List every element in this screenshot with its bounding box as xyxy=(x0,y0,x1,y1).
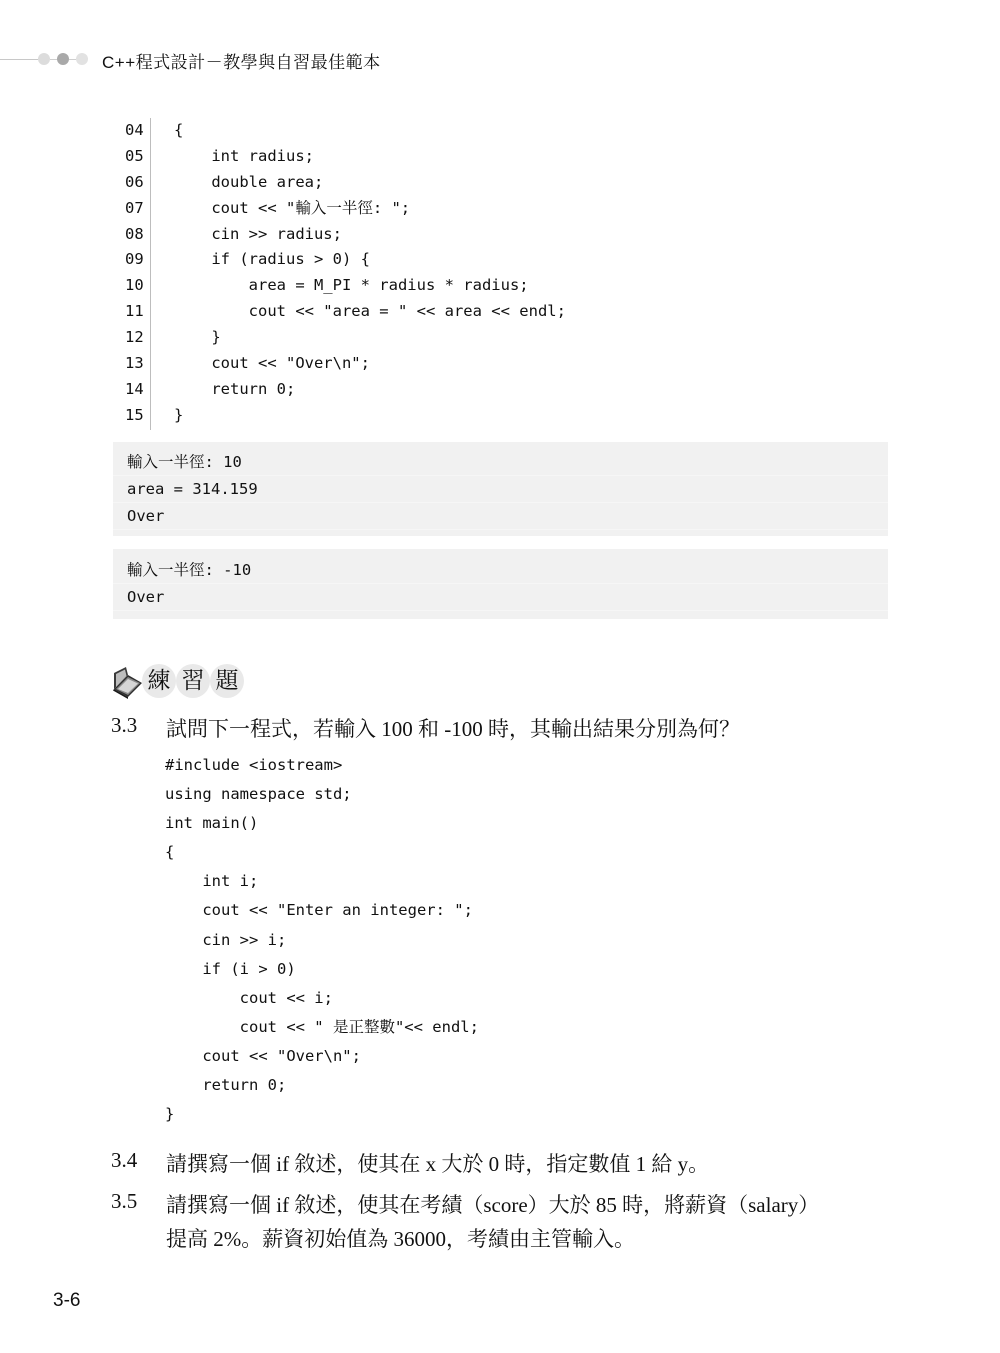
question-number: 3.5 xyxy=(111,1189,138,1213)
line-number: 04 xyxy=(125,121,144,139)
code-text: } xyxy=(174,405,184,424)
header-dot-connector xyxy=(69,59,76,60)
line-number: 12 xyxy=(125,328,144,347)
code-text: } xyxy=(174,328,221,347)
code-text: { xyxy=(174,121,184,139)
code-text: cout << "area = " << area << endl; xyxy=(174,302,566,321)
code-text: cin >> radius; xyxy=(174,224,342,243)
line-number: 06 xyxy=(125,172,144,191)
code-text: area = M_PI * radius * radius; xyxy=(174,276,529,295)
code-text: double area; xyxy=(174,172,324,191)
program-line: { xyxy=(165,843,175,862)
running-header xyxy=(0,44,1000,76)
line-number: 13 xyxy=(125,354,144,373)
laptop-icon xyxy=(110,665,146,699)
book-title: C++程式設計－教學與自習最佳範本 xyxy=(102,53,381,72)
code-text: if (radius > 0) { xyxy=(174,250,370,269)
code-text: return 0; xyxy=(174,379,296,398)
exercise-heading-char: 習 xyxy=(176,664,210,698)
exercise-heading-char: 題 xyxy=(210,664,244,698)
program-line: cout << i; xyxy=(165,988,333,1007)
header-rule xyxy=(0,59,38,60)
header-dot-icon xyxy=(76,53,88,65)
output-line: Over xyxy=(113,584,888,611)
program-line: int main() xyxy=(165,814,259,833)
question-number: 3.3 xyxy=(111,713,138,737)
header-dot-icon xyxy=(38,53,50,65)
code-text: int radius; xyxy=(174,146,314,165)
output-line: 輸入一半徑: 10 xyxy=(113,449,888,476)
exercise-heading-char: 練 xyxy=(142,664,176,698)
line-number-divider xyxy=(150,118,151,430)
program-line: int i; xyxy=(165,872,259,891)
exercise-program xyxy=(165,751,479,1129)
code-text: cout << "輸入一半徑: "; xyxy=(174,198,411,217)
question-text: 請撰寫一個 if 敘述，使其在考績（score）大於 85 時，將薪資（salary） xyxy=(166,1193,820,1217)
program-line: return 0; xyxy=(165,1076,287,1095)
line-number: 08 xyxy=(125,224,144,243)
program-line: cout << "Over\n"; xyxy=(165,1046,361,1065)
question-text: 請撰寫一個 if 敘述，使其在 x 大於 0 時，指定數值 1 給 y。 xyxy=(166,1152,710,1176)
line-number: 14 xyxy=(125,379,144,398)
question-text: 試問下一程式，若輸入 100 和 -100 時，其輸出結果分別為何？ xyxy=(166,717,740,741)
program-line: #include <iostream> xyxy=(165,756,343,774)
line-number: 09 xyxy=(125,250,144,269)
program-line: using namespace std; xyxy=(165,785,352,804)
page-number: 3-6 xyxy=(53,1290,81,1311)
program-line: cin >> i; xyxy=(165,930,287,949)
header-dot-connector xyxy=(50,59,57,60)
code-text: cout << "Over\n"; xyxy=(174,354,370,373)
output-line: area = 314.159 xyxy=(113,476,888,503)
question-number: 3.4 xyxy=(111,1148,138,1172)
output-line: 輸入一半徑: -10 xyxy=(113,557,888,584)
line-number: 11 xyxy=(125,302,144,321)
program-line: cout << "Enter an integer: "; xyxy=(165,901,473,920)
line-number: 05 xyxy=(125,146,144,165)
program-output-positive xyxy=(113,442,888,536)
program-line: if (i > 0) xyxy=(165,959,296,978)
question-text-continued: 提高 2%。薪資初始值為 36000，考績由主管輸入。 xyxy=(166,1227,635,1251)
header-dot-icon xyxy=(57,53,69,65)
line-number: 10 xyxy=(125,276,144,295)
program-line: } xyxy=(165,1105,175,1124)
line-number: 15 xyxy=(125,405,144,424)
line-number: 07 xyxy=(125,198,144,217)
output-line: Over xyxy=(113,503,888,530)
program-output-negative xyxy=(113,549,888,619)
program-line: cout << " 是正整數"<< endl; xyxy=(165,1017,479,1036)
